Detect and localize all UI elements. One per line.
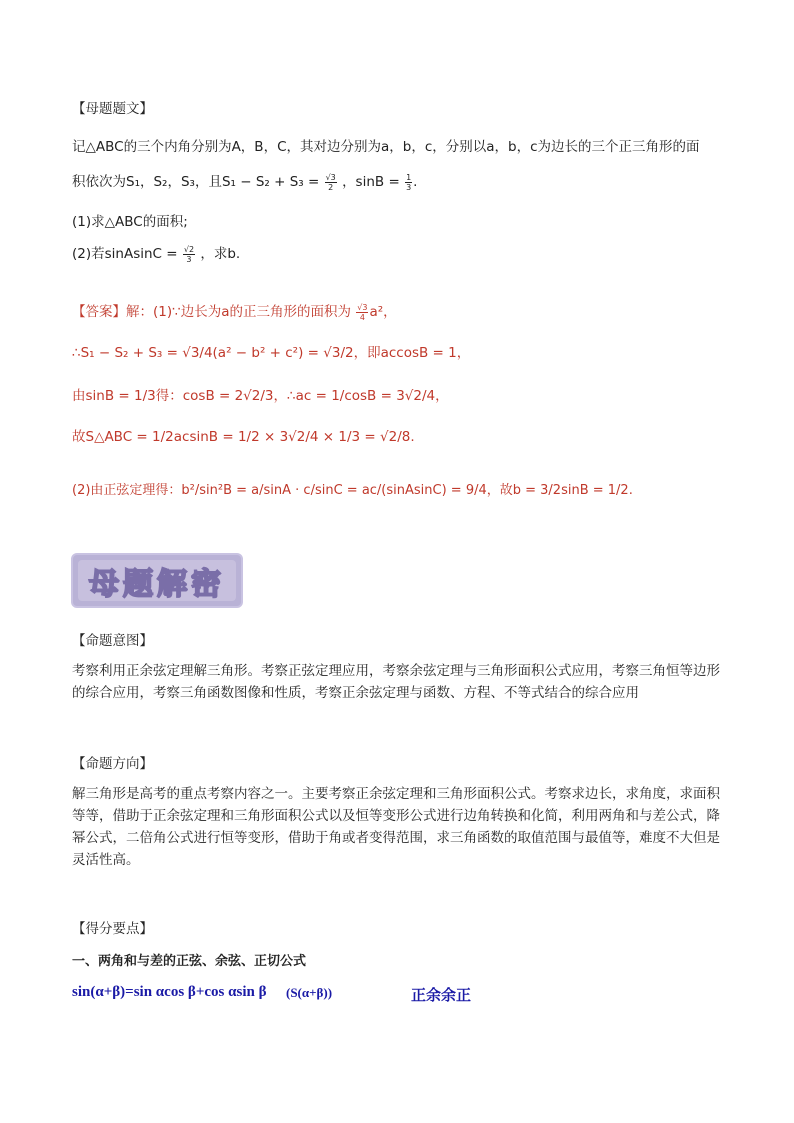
question-2: [72, 242, 240, 264]
frac-den: 3: [186, 254, 192, 264]
formula-mnemonic: 正余余正: [411, 988, 472, 1004]
sum-formula: sin(α+β)=sin αcos β+cos αsin β: [72, 984, 267, 1000]
answer-line-2: ∴S₁ − S₂ + S₃ = √3/4(a² − b² + c²) = √3/2，即accosB = 1，: [72, 345, 471, 361]
answer-line-4: 故S△ABC = 1/2acsinB = 1/2 × 3√2/4 × 1/3 = √2/8.: [72, 429, 415, 445]
frac-den: 3: [406, 182, 412, 192]
question-2-prefix: (2)若sinAsinC =: [72, 246, 178, 262]
problem-line-2-mid: ，sinB =: [342, 174, 400, 190]
frac-num: 1: [406, 172, 412, 182]
fraction-sqrt3-over-4: [356, 303, 368, 322]
logo-text: 母题解密: [89, 566, 225, 602]
frac-num: √3: [325, 172, 336, 182]
problem-line-2-end: .: [413, 174, 418, 190]
formula-label: (S(α+β)): [286, 985, 333, 1000]
scoring-subheading: 一、两角和与差的正弦、余弦、正切公式: [72, 954, 307, 969]
answer-header: 【答案】: [72, 304, 126, 320]
fraction-sqrt2-over-3: [183, 245, 195, 264]
intent-header: 【命题意图】: [72, 633, 153, 649]
question-2-suffix: ，求b.: [200, 246, 241, 262]
answer-line-3: 由sinB = 1/3得：cosB = 2√2/3，∴ac = 1/cosB = 3√2/4，: [72, 388, 449, 404]
scoring-header: 【得分要点】: [72, 921, 153, 937]
problem-line-2-prefix: 积依次为S₁，S₂，S₃，且S₁ − S₂ + S₃ =: [72, 174, 320, 190]
intent-paragraph: 考察利用正余弦定理解三角形。考察正弦定理应用，考察余弦定理与三角形面积公式应用，考察三角恒等边形的综合应用，考察三角函数图像和性质，考察正余弦定理与函数、方程、不等式结合的综合应用: [72, 663, 720, 701]
frac-num: √2: [183, 244, 195, 254]
problem-line-1: 记△ABC的三个内角分别为A，B，C，其对边分别为a，b，c，分别以a，b，c为边长的三个正三角形的面: [72, 139, 700, 155]
frac-den: 4: [359, 312, 365, 322]
original-problem-header: 【母题题文】: [72, 101, 153, 117]
fraction-1-over-3: [405, 173, 412, 192]
logo-inner: [78, 560, 236, 601]
frac-den: 2: [328, 182, 334, 192]
mother-problem-decode-logo: [71, 553, 243, 608]
problem-line-2: [72, 170, 417, 192]
answer-line-1: [72, 300, 397, 322]
answer-line-1-prefix: 解：(1)∵边长为a的正三角形的面积为: [126, 304, 351, 320]
answer-line-5: (2)由正弦定理得：b²/sin²B = a/sinA · c/sinC = ac/(sinAsinC) = 9/4，故b = 3/2sinB = 1/2.: [72, 483, 633, 498]
direction-header: 【命题方向】: [72, 756, 153, 772]
question-1: (1)求△ABC的面积;: [72, 214, 188, 230]
answer-line-1-suffix: a²，: [369, 304, 397, 320]
direction-paragraph: 解三角形是高考的重点考察内容之一。主要考察正余弦定理和三角形面积公式。考察求边长，求角度，求面积等等，借助于正余弦定理和三角形面积公式以及恒等变形公式进行边角转换和化简，利用两角和与差公式，降幂公式，二倍角公式进行恒等变形，借助于角或者变得范围，求三角函数的取值范围与最值等，难度不大但是灵活性高。: [72, 786, 720, 868]
frac-num: √3: [357, 302, 368, 312]
fraction-sqrt3-over-2: [325, 173, 337, 192]
